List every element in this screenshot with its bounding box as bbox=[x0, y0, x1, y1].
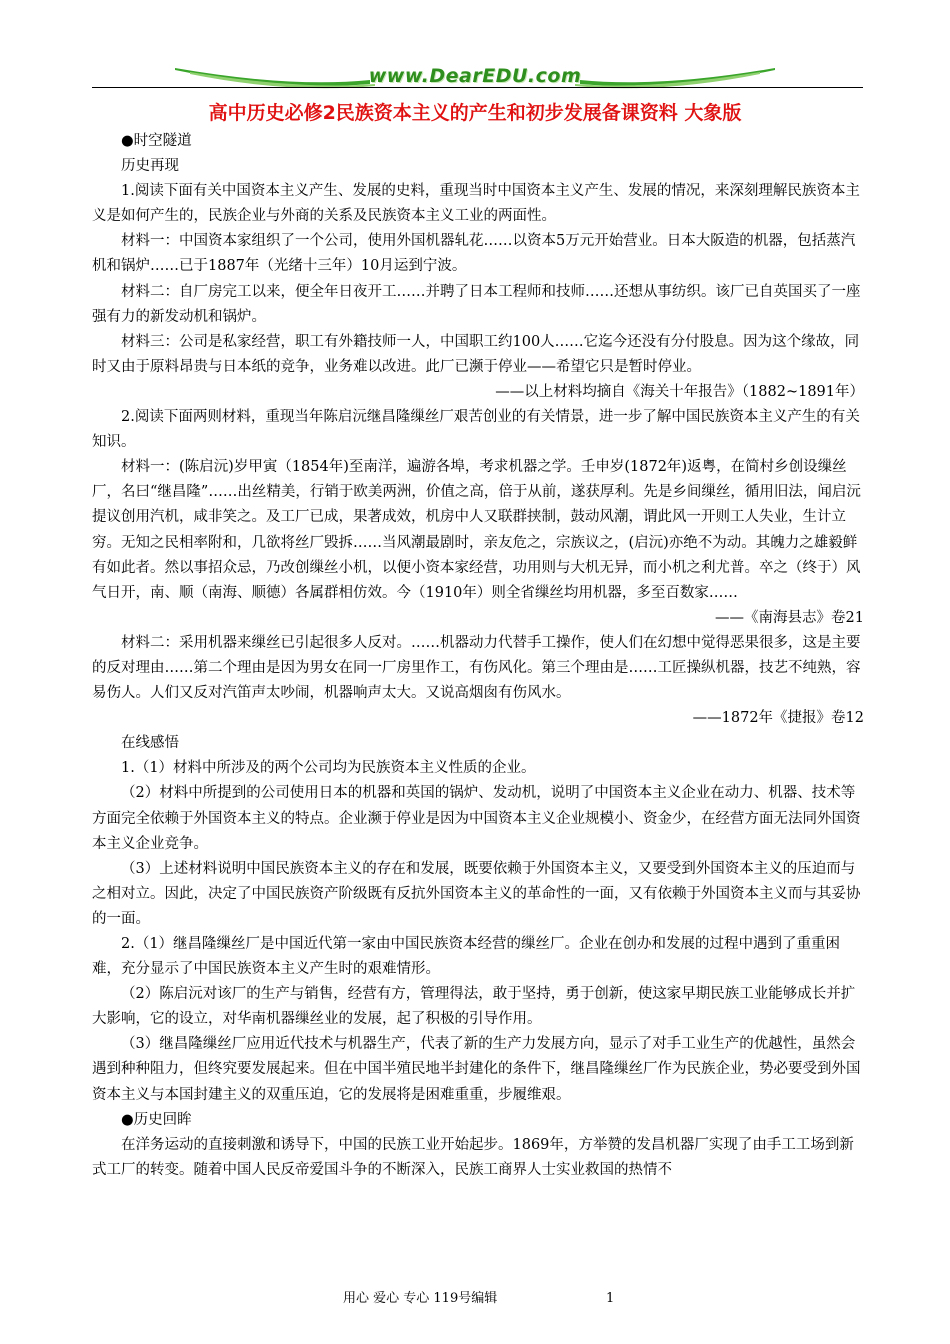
site-logo bbox=[170, 58, 780, 94]
paragraph: 2.（1）继昌隆缫丝厂是中国近代第一家由中国民族资本经营的缫丝厂。企业在创办和发展的过程中遇到了重重困难，充分显示了中国民族资本主义产生时的艰难情形。 bbox=[92, 936, 841, 978]
paragraph: 在洋务运动的直接刺激和诱导下，中国的民族工业开始起步。1869年，方举赞的发昌机器厂实现了由手工工场到新式工厂的转变。随着中国人民反帝爱国斗争的不断深入，民族工商界人士实业救国的热情不 bbox=[92, 1136, 854, 1178]
paragraph: 材料二：采用机器来缫丝已引起很多人反对。……机器动力代替手工操作，使人们在幻想中觉得恶果很多，这是主要的反对理由……第二个理由是因为男女在同一厂房里作工，有伤风化。第三个理由是……工匠操纵机器，技艺不纯熟，容易伤人。人们又反对汽笛声太吵闹，机器响声太大。又说高烟囱有伤风水。 bbox=[92, 634, 861, 702]
paragraph: （3）继昌隆缫丝厂应用近代技术与机器生产，代表了新的生产力发展方向，显示了对手工业生产的优越性，虽然会遇到种种阻力，但终究要发展起来。但在中国半殖民地半封建化的条件下，继昌隆缫丝厂作为民族企业，势必要受到外国资本主义与本国封建主义的双重压迫，它的发展将是困难重重，步履维艰。 bbox=[92, 1036, 861, 1103]
paragraph: 材料三：公司是私家经营，职工有外籍技师一人，中国职工约100人……它迄今还没有分付股息。因为这个缘故，同时又由于原料昂贵与日本纸的竞争，业务难以改进。此厂已濒于停业——希望它只是暂时停业。 bbox=[92, 333, 860, 375]
paragraph: （2）陈启沅对该厂的生产与销售，经营有方，管理得法，敢于坚持，勇于创新，使这家早期民族工业能够成长并扩大影响，它的设立，对华南机器缫丝业的发展，起了积极的引导作用。 bbox=[92, 986, 856, 1028]
document-title: 高中历史必修2民族资本主义的产生和初步发展备课资料 大象版 bbox=[208, 102, 742, 124]
document-body bbox=[92, 129, 864, 1183]
paragraph: （3）上述材料说明中国民族资本主义的存在和发展，既要依赖于外国资本主义，又要受到外国资本主义的压迫而与之相对立。因此，决定了中国民族资产阶级既有反抗外国资本主义的革命性的一面，又有依赖于外国资本主义而与其妥协的一面。 bbox=[92, 860, 861, 927]
paragraph: ●历史回眸 bbox=[121, 1111, 192, 1128]
paragraph: 1.（1）材料中所涉及的两个公司均为民族资本主义性质的企业。 bbox=[121, 760, 536, 777]
paragraph: ——1872年《捷报》卷12 bbox=[692, 710, 864, 727]
paragraph: 材料二：自厂房完工以来，便全年日夜开工……并聘了日本工程师和技师……还想从事纺织。该厂已自英国买了一座强有力的新发动机和锅炉。 bbox=[92, 283, 861, 325]
header-rule bbox=[92, 87, 863, 88]
paragraph: 在线感悟 bbox=[121, 735, 179, 752]
paragraph: 2.阅读下面两则材料，重现当年陈启沅继昌隆缫丝厂艰苦创业的有关情景，进一步了解中国民族资本主义产生的有关知识。 bbox=[92, 409, 860, 451]
footer-text: 用心 爱心 专心 119号编辑 bbox=[343, 1291, 498, 1306]
logo-text: www.DearEDU.com bbox=[368, 65, 582, 87]
paragraph: 1.阅读下面有关中国资本主义产生、发展的史料，重现当时中国资本主义产生、发展的情况，来深刻理解民族资本主义是如何产生的，民族企业与外商的关系及民族资本主义工业的两面性。 bbox=[92, 183, 860, 225]
paragraph: ——《南海县志》卷21 bbox=[715, 609, 864, 626]
paragraph: 材料一：中国资本家组织了一个公司，使用外国机器轧花……以资本5万元开始营业。日本大阪造的机器，包括蒸汽机和锅炉……已于1887年（光绪十三年）10月运到宁波。 bbox=[92, 233, 856, 275]
paragraph: （2）材料中所提到的公司使用日本的机器和英国的锅炉、发动机，说明了中国资本主义企业在动力、机器、技术等方面完全依赖于外国资本主义的特点。企业濒于停业是因为中国资本主义企业规模小、资金少，在经营方面无法同外国资本主义企业竞争。 bbox=[92, 785, 861, 852]
paragraph: ——以上材料均摘自《海关十年报告》（1882~1891年） bbox=[495, 383, 864, 400]
paragraph: 历史再现 bbox=[121, 158, 179, 175]
paragraph: ●时空隧道 bbox=[121, 133, 192, 149]
page-number: 1 bbox=[606, 1291, 615, 1306]
paragraph: 材料一：(陈启沅)岁甲寅（1854年)至南洋，遍游各埠，考求机器之学。壬申岁(1872年)返粤，在简村乡创设缫丝厂，名曰“继昌隆”……出丝精美，行销于欧美两洲，价值之高，倍于从前，遂获厚利。先是乡间缫丝，循用旧法，闻启沅提议创用汽机，咸非笑之。及工厂已成，果著成效，机房中人又联群挟制，鼓动风潮，谓此风一开则工人失业，生计立穷。无知之民相率附和，几欲将丝厂毁拆……当风潮最剧时，亲友危之，宗族议之，(启沅)亦绝不为动。其魄力之雄毅鲜有如此者。然以事招众忌，乃改创缫丝小机，以便小资本家经营，功用则与大机无异，而小机之利尤普。卒之（终于）风气日开，南、顺（南海、顺德）各属群相仿效。今（1910年）则全省缫丝均用机器，多至百数家…… bbox=[92, 459, 861, 601]
